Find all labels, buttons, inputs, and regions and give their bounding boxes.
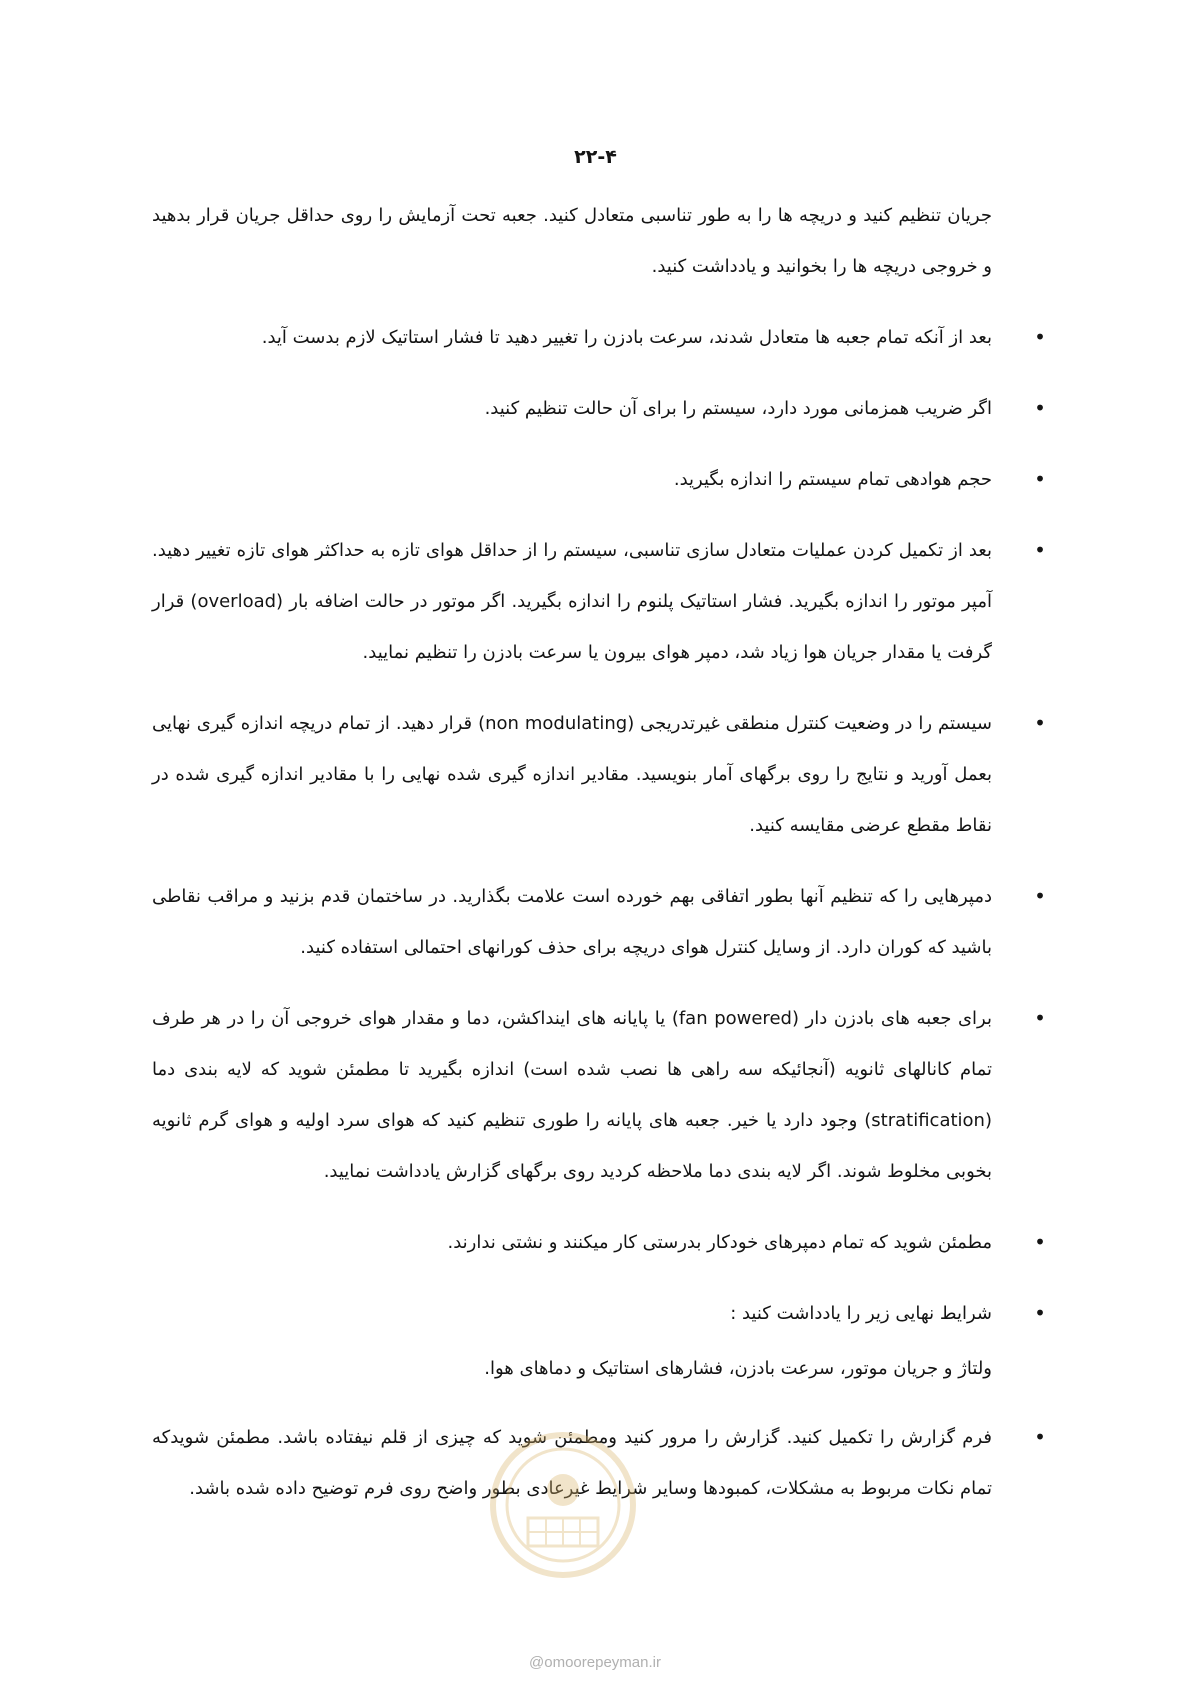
- watermark-url: @omoorepeyman.ir: [529, 1654, 661, 1671]
- list-item-text: سیستم را در وضعیت کنترل منطقی غیرتدریجی (non modulating) قرار دهید. از تمام دریچه اندازه گیری نهایی بعمل آورید و نتایج را روی برگهای آمار بنویسید. مقادیر اندازه گیری شده نهایی را با مقادیر اندازه گیری شده در نقاط مقطع عرضی مقایسه کنید.: [152, 713, 992, 836]
- list-item: [152, 993, 1046, 1197]
- list-item-text: فرم گزارش را تکمیل کنید. گزارش را مرور کنید ومطمئن شوید که چیزی از قلم نیفتاده باشد. مطمئن شویدکه تمام نکات مربوط به مشکلات، کمبودها وسایر شرایط غیرعادی بطور واضح روی فرم توضیح داده شده باشد.: [152, 1427, 992, 1499]
- list-item: [152, 454, 1046, 505]
- page-number: ۲۲-۴: [574, 146, 617, 168]
- list-item: [152, 312, 1046, 363]
- bullet-icon: •: [1034, 884, 1046, 908]
- list-item-text: اگر ضریب همزمانی مورد دارد، سیستم را برای آن حالت تنظیم کنید.: [484, 398, 992, 419]
- list-item-text: حجم هوادهی تمام سیستم را اندازه بگیرید.: [673, 469, 992, 490]
- bullet-icon: •: [1034, 1230, 1046, 1254]
- bullet-icon: •: [1034, 1006, 1046, 1030]
- list-item: [152, 525, 1046, 678]
- list-item-text: بعد از تکمیل کردن عملیات متعادل سازی تناسبی، سیستم را از حداقل هوای تازه به حداکثر هوای تازه تغییر دهید. آمپر موتور را اندازه بگیرید. فشار استاتیک پلنوم را اندازه بگیرید. اگر موتور در حالت اضافه بار (overload) قرار گرفت یا مقدار جریان هوا زیاد شد، دمپر هوای بیرون یا سرعت بادزن را تنظیم نمایید.: [152, 540, 992, 663]
- conditions-detail: ولتاژ و جریان موتور، سرعت بادزن، فشارهای استاتیک و دماهای هوا.: [484, 1358, 992, 1379]
- intro-paragraph: جریان تنظیم کنید و دریچه ها را به طور تناسبی متعادل کنید. جعبه تحت آزمایش را روی حداقل جریان قرار بدهید و خروجی دریچه ها را بخوانید و یادداشت کنید.: [152, 205, 992, 277]
- bullet-icon: •: [1034, 1301, 1046, 1325]
- list-item-text: مطمئن شوید که تمام دمپرهای خودکار بدرستی کار میکنند و نشتی ندارند.: [447, 1232, 992, 1253]
- bullet-icon: •: [1034, 538, 1046, 562]
- list-item-text: بعد از آنکه تمام جعبه ها متعادل شدند، سرعت بادزن را تغییر دهید تا فشار استاتیک لازم بدست آید.: [261, 327, 992, 348]
- watermark-seal-icon: [488, 1430, 638, 1580]
- list-item: [152, 871, 1046, 973]
- bullet-icon: •: [1034, 467, 1046, 491]
- list-item-text: شرایط نهایی زیر را یادداشت کنید :: [730, 1303, 992, 1324]
- list-item: [152, 1288, 1046, 1339]
- bullet-icon: •: [1034, 711, 1046, 735]
- document-body: [152, 190, 1046, 1534]
- list-item: [152, 698, 1046, 851]
- list-item-text: برای جعبه های بادزن دار (fan powered) یا پایانه های اینداکشن، دما و مقدار هوای خروجی آن را در هر طرف تمام کانالهای ثانویه (آنجائیکه سه راهی ها نصب شده است) اندازه بگیرید تا مطمئن شوید که لایه بندی دما (stratification) وجود دارد یا خیر. جعبه های پایانه را طوری تنظیم کنید که هوای سرد اولیه و هوای گرم ثانویه بخوبی مخلوط شوند. اگر لایه بندی دما ملاحظه کردید روی برگهای گزارش یادداشت نمایید.: [152, 1008, 992, 1182]
- list-item: [152, 383, 1046, 434]
- list-item: [152, 1217, 1046, 1268]
- list-item-text: دمپرهایی را که تنظیم آنها بطور اتفاقی بهم خورده است علامت بگذارید. در ساختمان قدم بزنید و مراقب نقاطی باشید که کوران دارد. از وسایل کنترل هوای دریچه برای حذف کورانهای احتمالی استفاده کنید.: [152, 886, 992, 958]
- bullet-icon: •: [1034, 396, 1046, 420]
- bullet-icon: •: [1034, 1425, 1046, 1449]
- bullet-icon: •: [1034, 325, 1046, 349]
